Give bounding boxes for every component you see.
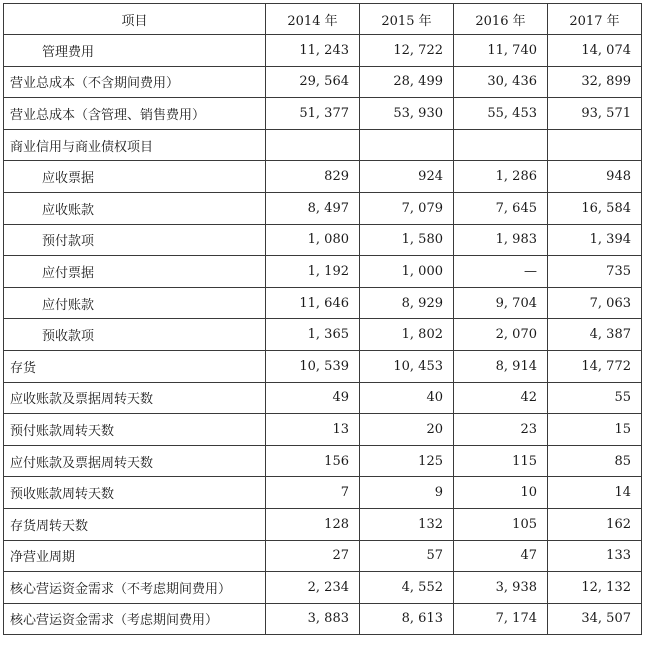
row-value-2016: 55, 453 [454, 98, 548, 130]
row-value-2017: 4, 387 [548, 319, 642, 351]
row-value-2014: 1, 080 [266, 224, 360, 256]
row-value-2015: 132 [360, 508, 454, 540]
header-year-2016: 2016 年 [454, 4, 548, 35]
row-label: 应收账款 [4, 192, 266, 224]
table-row [4, 224, 642, 256]
row-value-2015: 924 [360, 161, 454, 193]
row-label: 存货 [4, 350, 266, 382]
table-row [4, 256, 642, 288]
table-row [4, 287, 642, 319]
row-value-2015: 53, 930 [360, 98, 454, 130]
row-value-2016: 10 [454, 477, 548, 509]
row-value-2015: 125 [360, 445, 454, 477]
table-row [4, 129, 642, 161]
row-value-2015: 7, 079 [360, 192, 454, 224]
row-value-2016: 2, 070 [454, 319, 548, 351]
row-value-2015: 1, 802 [360, 319, 454, 351]
table-row [4, 508, 642, 540]
row-value-2014: 1, 365 [266, 319, 360, 351]
row-value-2016: 42 [454, 382, 548, 414]
row-value-2017: 55 [548, 382, 642, 414]
row-value-2017: 16, 584 [548, 192, 642, 224]
row-label: 应付票据 [4, 256, 266, 288]
table-row [4, 66, 642, 98]
table-row [4, 192, 642, 224]
row-value-2015: 8, 929 [360, 287, 454, 319]
header-item [4, 4, 266, 35]
row-value-2016: 1, 286 [454, 161, 548, 193]
row-label: 预付款项 [4, 224, 266, 256]
row-value-2015: 57 [360, 540, 454, 572]
row-value-2017: 14 [548, 477, 642, 509]
row-value-2017: 948 [548, 161, 642, 193]
row-value-2016: 7, 645 [454, 192, 548, 224]
row-value-2016: 47 [454, 540, 548, 572]
row-value-2016: 9, 704 [454, 287, 548, 319]
row-value-2014: 3, 883 [266, 603, 360, 635]
table-row [4, 98, 642, 130]
table-row [4, 445, 642, 477]
table-header-row [4, 4, 642, 35]
table-row [4, 319, 642, 351]
row-value-2014: 829 [266, 161, 360, 193]
row-value-2016: 115 [454, 445, 548, 477]
row-value-2017: 93, 571 [548, 98, 642, 130]
row-value-2016: 1, 983 [454, 224, 548, 256]
row-value-2016 [454, 129, 548, 161]
table-row [4, 414, 642, 446]
table-row [4, 35, 642, 67]
row-value-2014: 156 [266, 445, 360, 477]
row-value-2015: 40 [360, 382, 454, 414]
row-label: 净营业周期 [4, 540, 266, 572]
row-value-2016: 8, 914 [454, 350, 548, 382]
row-value-2015: 10, 453 [360, 350, 454, 382]
table-row [4, 540, 642, 572]
row-value-2014: 51, 377 [266, 98, 360, 130]
row-label: 管理费用 [4, 35, 266, 67]
table-row [4, 477, 642, 509]
row-value-2014: 1, 192 [266, 256, 360, 288]
row-label: 核心营运资金需求（不考虑期间费用） [4, 572, 266, 604]
row-value-2014: 7 [266, 477, 360, 509]
row-label: 应付账款 [4, 287, 266, 319]
row-value-2017: 1, 394 [548, 224, 642, 256]
table-body [4, 35, 642, 635]
row-label: 营业总成本（含管理、销售费用） [4, 98, 266, 130]
row-value-2017: 12, 132 [548, 572, 642, 604]
header-year-2014: 2014 年 [266, 4, 360, 35]
header-year-2015: 2015 年 [360, 4, 454, 35]
row-value-2015: 9 [360, 477, 454, 509]
row-label: 应付账款及票据周转天数 [4, 445, 266, 477]
row-label: 营业总成本（不含期间费用） [4, 66, 266, 98]
row-value-2015: 1, 000 [360, 256, 454, 288]
row-value-2014 [266, 129, 360, 161]
row-value-2017: 32, 899 [548, 66, 642, 98]
row-value-2016: 30, 436 [454, 66, 548, 98]
row-value-2015: 20 [360, 414, 454, 446]
table-row [4, 350, 642, 382]
row-label: 应收票据 [4, 161, 266, 193]
row-value-2016: 11, 740 [454, 35, 548, 67]
row-value-2016: 105 [454, 508, 548, 540]
row-value-2016: — [454, 256, 548, 288]
row-value-2017: 162 [548, 508, 642, 540]
row-value-2014: 49 [266, 382, 360, 414]
row-value-2017: 7, 063 [548, 287, 642, 319]
row-value-2014: 11, 243 [266, 35, 360, 67]
row-label: 预付账款周转天数 [4, 414, 266, 446]
row-value-2017: 735 [548, 256, 642, 288]
row-value-2017: 34, 507 [548, 603, 642, 635]
table-row [4, 382, 642, 414]
row-value-2014: 8, 497 [266, 192, 360, 224]
row-label: 预收款项 [4, 319, 266, 351]
row-value-2014: 29, 564 [266, 66, 360, 98]
row-value-2017: 15 [548, 414, 642, 446]
row-label: 商业信用与商业债权项目 [4, 129, 266, 161]
row-value-2015: 8, 613 [360, 603, 454, 635]
table-row [4, 603, 642, 635]
row-label: 应收账款及票据周转天数 [4, 382, 266, 414]
row-label: 核心营运资金需求（考虑期间费用） [4, 603, 266, 635]
table-row [4, 161, 642, 193]
row-value-2014: 128 [266, 508, 360, 540]
financial-data-table [3, 3, 642, 635]
row-value-2015: 4, 552 [360, 572, 454, 604]
row-value-2017 [548, 129, 642, 161]
row-value-2016: 3, 938 [454, 572, 548, 604]
row-value-2016: 23 [454, 414, 548, 446]
row-value-2015: 1, 580 [360, 224, 454, 256]
row-value-2016: 7, 174 [454, 603, 548, 635]
row-value-2017: 14, 074 [548, 35, 642, 67]
header-item-part1: 项 [121, 13, 135, 29]
row-value-2014: 27 [266, 540, 360, 572]
row-value-2015: 12, 722 [360, 35, 454, 67]
row-value-2017: 14, 772 [548, 350, 642, 382]
row-value-2015: 28, 499 [360, 66, 454, 98]
row-value-2017: 133 [548, 540, 642, 572]
row-label: 预收账款周转天数 [4, 477, 266, 509]
header-item-part2: 目 [134, 13, 148, 29]
row-value-2017: 85 [548, 445, 642, 477]
table-row [4, 572, 642, 604]
row-value-2014: 10, 539 [266, 350, 360, 382]
row-value-2015 [360, 129, 454, 161]
row-value-2014: 11, 646 [266, 287, 360, 319]
row-value-2014: 13 [266, 414, 360, 446]
header-year-2017: 2017 年 [548, 4, 642, 35]
row-label: 存货周转天数 [4, 508, 266, 540]
row-value-2014: 2, 234 [266, 572, 360, 604]
